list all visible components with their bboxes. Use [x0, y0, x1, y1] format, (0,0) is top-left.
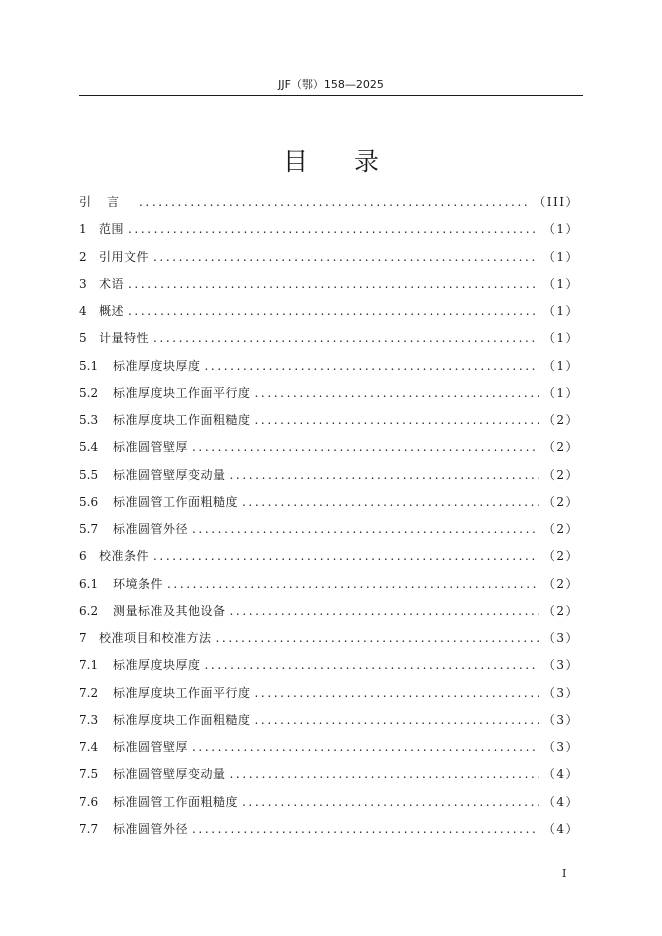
- toc-entry-page: （2）: [542, 467, 579, 482]
- toc-entry[interactable]: [79, 598, 579, 625]
- toc-entry-number: 7.5: [79, 767, 99, 782]
- toc-dot-leader: [139, 189, 529, 216]
- toc-dot-leader: [255, 680, 539, 707]
- toc-dot-leader: [128, 216, 539, 243]
- toc-entry-label: 引用文件: [99, 249, 150, 264]
- toc-entry[interactable]: [79, 189, 579, 216]
- toc-entry-label: 标准圆管壁厚: [113, 740, 189, 754]
- toc-entry-label: 概述: [99, 304, 125, 318]
- toc-dot-leader: [216, 625, 539, 652]
- toc-entry[interactable]: [79, 434, 579, 461]
- toc-entry[interactable]: [79, 516, 579, 543]
- toc-entry-page: （1）: [542, 249, 579, 264]
- toc-entry-label: 标准厚度块工作面粗糙度: [113, 413, 251, 427]
- toc-entry-label: 引言: [79, 195, 136, 209]
- toc-entry[interactable]: [79, 625, 579, 652]
- toc-entry-label: 标准厚度块厚度: [113, 358, 201, 373]
- toc-entry-number: 4: [79, 304, 87, 318]
- toc-entry-label: 标准圆管外径: [113, 522, 189, 536]
- toc-entry[interactable]: [79, 298, 579, 325]
- toc-entry-label: 标准圆管外径: [113, 821, 189, 836]
- page-number: I: [562, 867, 567, 880]
- toc-entry-number: 5.6: [79, 494, 99, 509]
- toc-entry-label: 测量标准及其他设备: [113, 603, 226, 618]
- toc-dot-leader: [192, 434, 539, 461]
- toc-entry-page: （2）: [542, 549, 579, 564]
- toc-entry-page: （2）: [542, 522, 579, 536]
- document-code-header: JJF（鄂）158—2025: [278, 78, 384, 91]
- toc-dot-leader: [153, 543, 539, 570]
- toc-entry-label: 标准圆管工作面粗糙度: [113, 494, 239, 509]
- toc-entry[interactable]: [79, 325, 579, 352]
- toc-entry-page: （1）: [542, 385, 579, 400]
- toc-dot-leader: [205, 652, 539, 679]
- toc-entry-number: 7.2: [79, 685, 99, 700]
- toc-dot-leader: [255, 407, 539, 434]
- toc-entry-page: （1）: [542, 358, 579, 373]
- toc-dot-leader: [167, 571, 539, 598]
- toc-entry-label: 标准厚度块工作面粗糙度: [113, 712, 251, 727]
- toc-entry-page: （1）: [542, 331, 579, 346]
- toc-entry-number: 7.4: [79, 740, 99, 754]
- toc-entry[interactable]: [79, 789, 579, 816]
- toc-entry[interactable]: [79, 353, 579, 380]
- toc-entry-label: 标准圆管壁厚变动量: [113, 467, 226, 482]
- toc-entry-number: 5.2: [79, 385, 99, 400]
- toc-entry-label: 标准圆管壁厚: [113, 440, 189, 455]
- toc-dot-leader: [128, 271, 539, 298]
- toc-entry-label: 标准圆管壁厚变动量: [113, 767, 226, 782]
- toc-entry-number: 6.2: [79, 603, 99, 618]
- toc-dot-leader: [192, 516, 539, 543]
- toc-entry-number: 7.3: [79, 712, 99, 727]
- toc-entry-label: 标准厚度块工作面平行度: [113, 685, 251, 700]
- toc-entry[interactable]: [79, 271, 579, 298]
- toc-entry-label: 术语: [99, 276, 125, 291]
- toc-entry-page: （1）: [542, 222, 579, 237]
- toc-entry[interactable]: [79, 489, 579, 516]
- toc-entry[interactable]: [79, 680, 579, 707]
- toc-entry[interactable]: [79, 407, 579, 434]
- toc-entry-page: （4）: [542, 794, 579, 809]
- toc-dot-leader: [242, 489, 539, 516]
- toc-entry[interactable]: [79, 543, 579, 570]
- toc-dot-leader: [153, 325, 539, 352]
- toc-entry-label: 标准圆管工作面粗糙度: [113, 794, 239, 809]
- toc-entry-page: （4）: [542, 767, 579, 782]
- toc-entry-number: 5.3: [79, 413, 99, 427]
- toc-entry-number: 5: [79, 331, 87, 346]
- toc-dot-leader: [242, 789, 539, 816]
- toc-dot-leader: [205, 353, 539, 380]
- toc-title: 目录: [282, 147, 425, 176]
- toc-entry-label: 标准厚度块厚度: [113, 658, 201, 673]
- toc-entry[interactable]: [79, 462, 579, 489]
- toc-dot-leader: [192, 734, 539, 761]
- toc-entry[interactable]: [79, 652, 579, 679]
- toc-entry-page: （3）: [542, 658, 579, 673]
- toc-dot-leader: [192, 816, 539, 843]
- toc-entry-page: （2）: [542, 440, 579, 455]
- toc-entry-label: 环境条件: [113, 576, 164, 591]
- toc-entry-page: （2）: [542, 494, 579, 509]
- header-divider: [79, 95, 583, 96]
- toc-entry-number: 5.7: [79, 522, 99, 536]
- toc-dot-leader: [230, 462, 539, 489]
- toc-entry-label: 标准厚度块工作面平行度: [113, 385, 251, 400]
- toc-entry[interactable]: [79, 761, 579, 788]
- toc-dot-leader: [230, 761, 539, 788]
- toc-dot-leader: [153, 244, 539, 271]
- toc-entry-page: （1）: [542, 304, 579, 318]
- toc-entry[interactable]: [79, 244, 579, 271]
- toc-entry-number: 7.1: [79, 658, 99, 673]
- toc-dot-leader: [255, 380, 539, 407]
- toc-entry[interactable]: [79, 816, 579, 843]
- toc-entry-page: （2）: [542, 603, 579, 618]
- toc-entry-page: （1）: [542, 276, 579, 291]
- toc-entry-number: 5.5: [79, 467, 99, 482]
- toc-entry-number: 7.6: [79, 794, 99, 809]
- toc-entry-number: 1: [79, 222, 87, 237]
- toc-entry-page: （3）: [542, 712, 579, 727]
- table-of-contents: [79, 189, 579, 843]
- toc-entry-page: （3）: [542, 740, 579, 754]
- toc-entry-page: （III）: [533, 195, 579, 209]
- toc-entry-number: 7.7: [79, 821, 99, 836]
- toc-entry-number: 3: [79, 276, 87, 291]
- toc-entry-page: （3）: [542, 631, 579, 645]
- toc-entry-number: 6: [79, 549, 87, 564]
- toc-entry-number: 2: [79, 249, 87, 264]
- toc-entry-number: 5.4: [79, 440, 99, 455]
- toc-entry-label: 计量特性: [99, 331, 150, 346]
- toc-entry-label: 校准项目和校准方法: [99, 631, 212, 645]
- toc-entry-page: （3）: [542, 685, 579, 700]
- toc-entry-label: 范围: [99, 222, 125, 237]
- toc-entry[interactable]: [79, 380, 579, 407]
- toc-dot-leader: [230, 598, 539, 625]
- toc-dot-leader: [128, 298, 539, 325]
- toc-entry[interactable]: [79, 216, 579, 243]
- toc-entry[interactable]: [79, 707, 579, 734]
- toc-entry[interactable]: [79, 734, 579, 761]
- toc-entry-page: （4）: [542, 821, 579, 836]
- toc-entry-page: （2）: [542, 576, 579, 591]
- toc-entry-page: （2）: [542, 413, 579, 427]
- toc-entry[interactable]: [79, 571, 579, 598]
- toc-entry-number: 5.1: [79, 358, 99, 373]
- toc-dot-leader: [255, 707, 539, 734]
- toc-entry-number: 6.1: [79, 576, 99, 591]
- toc-entry-label: 校准条件: [99, 549, 150, 564]
- toc-entry-number: 7: [79, 631, 87, 645]
